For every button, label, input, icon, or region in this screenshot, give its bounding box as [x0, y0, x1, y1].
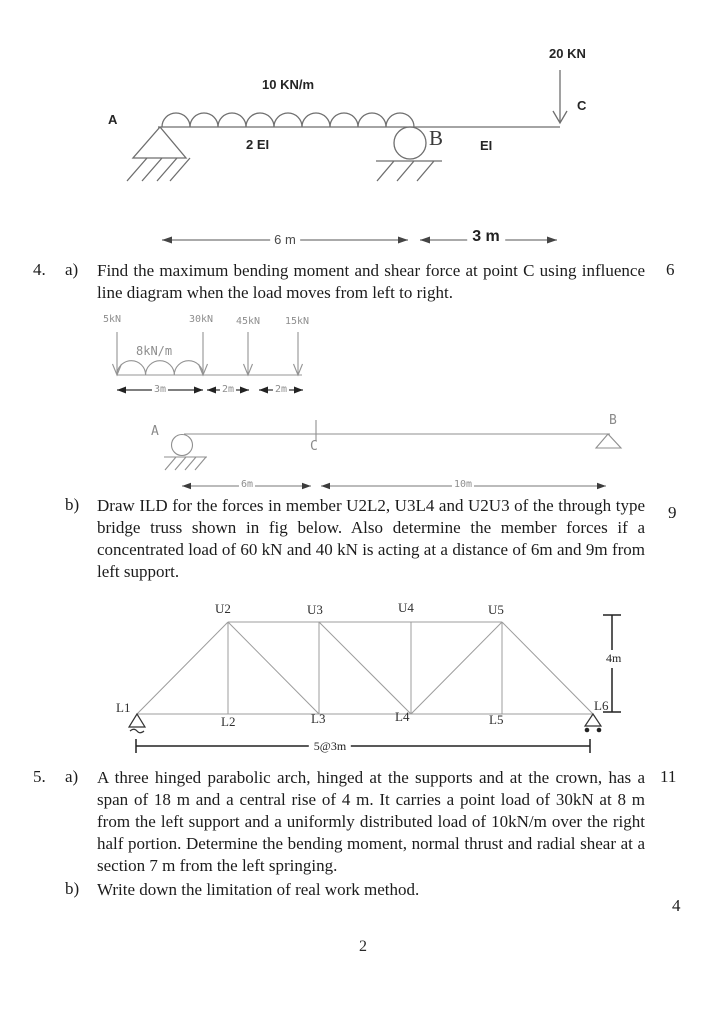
q5a-text: A three hinged parabolic arch, hinged at the supports and at the crown, has a span of 18 m and a central rise of 4 m. It carries a point load of 30kN at 8 m from the left support and a uniformly distributed load of 10kN/m over the right half portion. Determine the bending moment, normal thrust and radial shear at a section 7 m from the left springing.: [97, 768, 645, 875]
beam-diagram: [0, 40, 723, 255]
ild-a-label: A: [151, 424, 159, 439]
node-l4-label: L4: [395, 709, 410, 724]
q4b-marks: 9: [668, 503, 677, 522]
ild-c-label: C: [310, 439, 318, 454]
udl-label: 10 KN/m: [262, 77, 315, 92]
roller-support-a: [172, 435, 193, 456]
pin-support: [133, 127, 186, 158]
truss-members: [137, 622, 593, 714]
point-c-label: C: [577, 98, 587, 113]
node-u4-label: U4: [398, 600, 414, 615]
point-b-label: B: [429, 126, 444, 150]
pin-support-b: [596, 434, 621, 448]
point-load-label: 20 KN: [549, 46, 586, 61]
support-hatching: [127, 158, 190, 181]
load1-label: 5kN: [103, 314, 122, 325]
node-u5-label: U5: [488, 602, 504, 617]
load4-label: 15kN: [285, 316, 310, 327]
roller-ground-hatching: [376, 161, 442, 181]
train-dim2-label: 2m: [221, 384, 235, 395]
stiffness-right-label: EI: [480, 138, 493, 153]
node-l5-label: L5: [489, 712, 504, 727]
roller-support: [394, 127, 426, 159]
truss-supports: [129, 714, 601, 733]
q4a-label: a): [65, 260, 79, 279]
q5b-label: b): [65, 879, 80, 898]
q4a-text: Find the maximum bending moment and shear force at point C using influence line diagram when the load moves from left to right.: [97, 261, 645, 302]
stiffness-left-label: 2 EI: [246, 137, 270, 152]
q5b-text: Write down the limitation of real work method.: [97, 880, 420, 899]
train-udl-label: 8kN/m: [136, 344, 173, 358]
node-l1-label: L1: [116, 700, 131, 715]
roller-support-l6: [585, 714, 601, 726]
truss-dimensions: [136, 615, 621, 753]
q5a-label: a): [65, 767, 79, 786]
point-a-label: A: [108, 112, 118, 127]
train-dim1-label: 3m: [153, 384, 167, 395]
hinge-support-l1-mark: [130, 729, 144, 733]
q4-number: 4.: [33, 260, 46, 279]
beam-members: [127, 70, 567, 181]
ild-dim-10m-label: 10m: [453, 479, 473, 490]
hinge-support-l1: [129, 714, 145, 727]
q4a-marks: 6: [666, 260, 675, 279]
truss-height-label: 4m: [606, 651, 622, 665]
node-l6-label: L6: [594, 698, 609, 713]
udl-coils: [117, 361, 203, 375]
page-number: 2: [359, 938, 367, 955]
ild-dim-6m-label: 6m: [240, 479, 254, 490]
dim-3m-label: 3 m: [467, 228, 505, 246]
truss-span-label: 5@3m: [309, 739, 351, 754]
ild-beam-diagram: [140, 403, 640, 498]
train-dim3-label: 2m: [274, 384, 288, 395]
q4b-text: Draw ILD for the forces in member U2L2, U3L4 and U2U3 of the through type bridge truss shown in fig below. Also determine the member forces if a concentrated load of 60 kN and 40 kN is acting at a distance of 6m and 9m from left support.: [97, 496, 645, 581]
udl-coils: [162, 113, 414, 127]
truss-diagram: [105, 595, 650, 760]
ild-beam-lines: [164, 420, 621, 470]
q5b-marks: 4: [672, 896, 681, 915]
ground-hatching-a: [164, 457, 207, 470]
span-dim-line: [136, 739, 590, 753]
ild-b-label: B: [609, 413, 617, 428]
node-u2-label: U2: [215, 601, 231, 616]
node-l3-label: L3: [311, 711, 326, 726]
q5a-marks: 11: [660, 767, 677, 786]
q4b-label: b): [65, 495, 80, 514]
load3-label: 45kN: [236, 316, 261, 327]
q5-number: 5.: [33, 767, 46, 786]
dim-6m-label: 6 m: [270, 232, 300, 247]
node-l2-label: L2: [221, 714, 236, 729]
node-u3-label: U3: [307, 602, 323, 617]
load2-label: 30kN: [189, 314, 214, 325]
